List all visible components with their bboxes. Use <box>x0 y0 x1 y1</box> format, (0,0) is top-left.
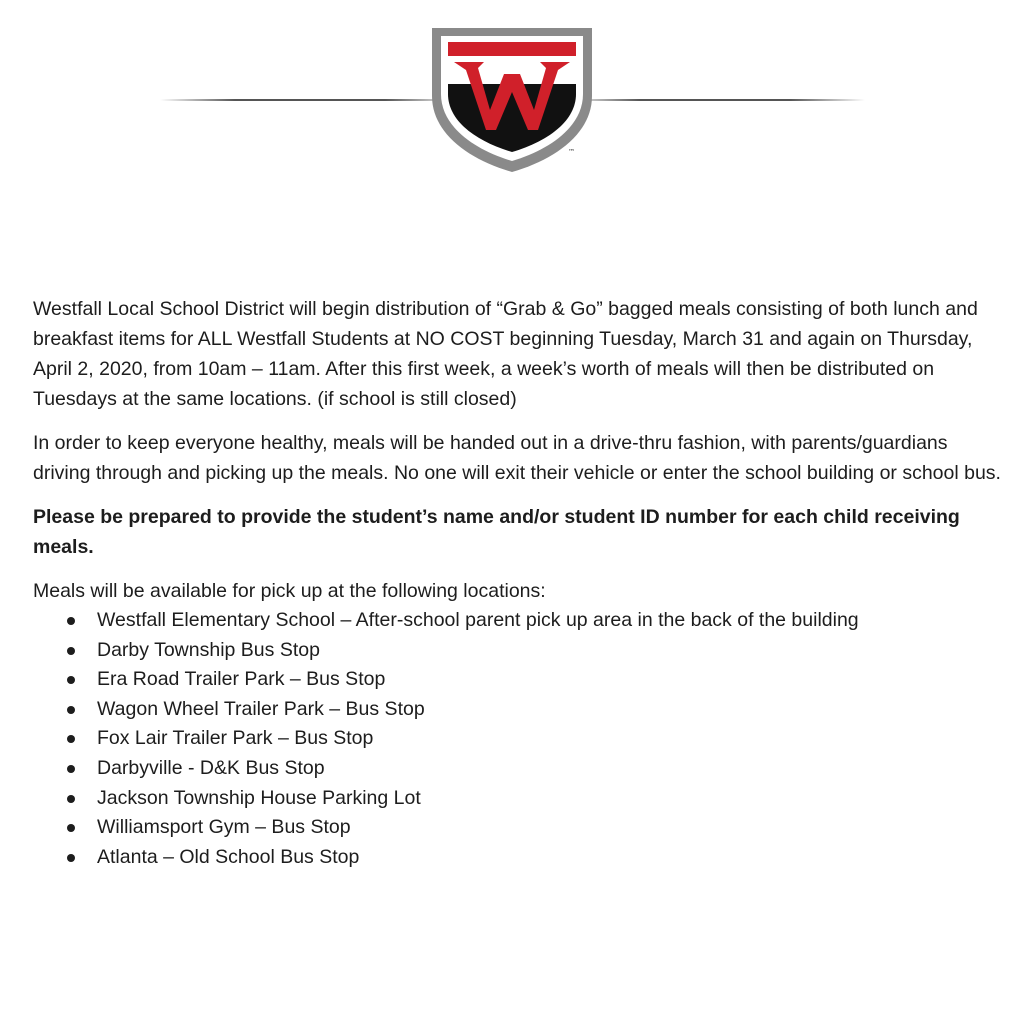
header-rule-left <box>160 99 460 101</box>
letterhead <box>0 0 1024 200</box>
list-item: Fox Lair Trailer Park – Bus Stop <box>65 724 1003 754</box>
list-item: Wagon Wheel Trailer Park – Bus Stop <box>65 695 1003 725</box>
list-item: Westfall Elementary School – After-school parent pick up area in the back of the building <box>65 606 1003 636</box>
trademark-mark: ™ <box>568 148 575 156</box>
locations-intro: Meals will be available for pick up at the following locations: <box>33 580 546 602</box>
safety-paragraph: In order to keep everyone healthy, meals will be handed out in a drive-thru fashion, with parents/guardians driving through and picking up the meals. No one will exit their vehicle or enter the school building or school bus. <box>33 432 1001 484</box>
list-item: Era Road Trailer Park – Bus Stop <box>65 665 1003 695</box>
westfall-logo-icon <box>428 26 596 174</box>
list-item: Darby Township Bus Stop <box>65 636 1003 666</box>
header-rule-right <box>565 99 865 101</box>
id-requirement-paragraph: Please be prepared to provide the student’s name and/or student ID number for each child receiving meals. <box>33 506 960 558</box>
list-item: Darbyville - D&K Bus Stop <box>65 754 1003 784</box>
list-item: Jackson Township House Parking Lot <box>65 784 1003 814</box>
shield-red-bar <box>448 42 576 56</box>
notice-body <box>33 294 1003 872</box>
list-item: Williamsport Gym – Bus Stop <box>65 813 1003 843</box>
locations-list <box>33 606 1003 872</box>
intro-paragraph: Westfall Local School District will begin distribution of “Grab & Go” bagged meals consisting of both lunch and breakfast items for ALL Westfall Students at NO COST beginning Tuesday, March 31 and again on Thursday, April 2, 2020, from 10am – 11am. After this first week, a week’s worth of meals will then be distributed on Tuesdays at the same locations. (if school is still closed) <box>33 298 978 410</box>
list-item: Atlanta – Old School Bus Stop <box>65 843 1003 873</box>
